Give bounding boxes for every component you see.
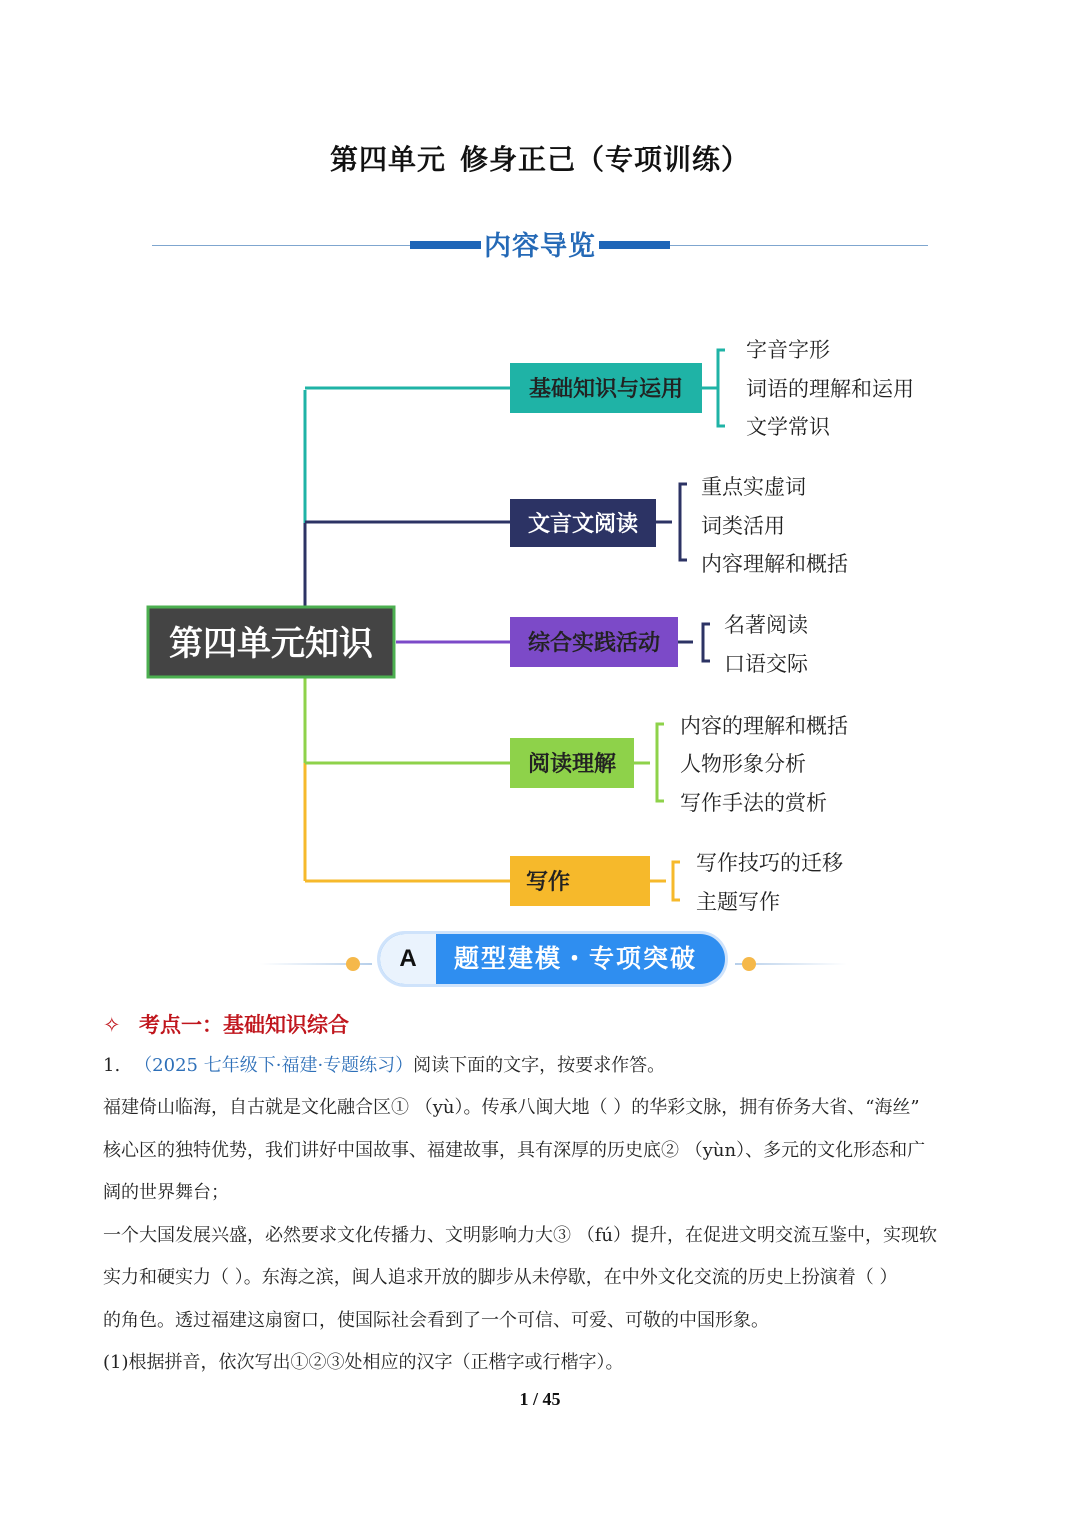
kaodian-label: 考点一：基础知识综合	[139, 1013, 349, 1037]
leaf-3-1: 名著阅读	[724, 613, 808, 637]
leaf-4-3: 写作手法的赏析	[680, 791, 827, 815]
leaf-4-1: 内容的理解和概括	[680, 714, 848, 738]
branch-label-1: 基础知识与运用	[528, 377, 684, 402]
root-node-label: 第四单元知识	[169, 624, 373, 664]
sparkle-icon: ✧	[103, 1013, 121, 1037]
passage-line-1: 福建倚山临海，自古就是文化融合区① （yù）。传承八闽大地（ ）的华彩文脉，拥有侨务大省、“海丝”	[103, 1097, 920, 1118]
question-prompt: 阅读下面的文字，按要求作答。	[413, 1055, 666, 1076]
sub-question-1: (1)根据拼音，依次写出①②③处相应的汉字（正楷字或行楷字）。	[103, 1352, 624, 1373]
guide-divider-left	[152, 245, 412, 246]
branch-label-2: 文言文阅读	[527, 512, 639, 537]
document-title	[0, 138, 1080, 178]
passage-line-4: 一个大国发展兴盛，必然要求文化传播力、文明影响力大③ （fú）提升，在促进文明交流互鉴中，实现软	[103, 1225, 937, 1246]
leaf-4-2: 人物形象分析	[680, 752, 806, 776]
leaf-bracket-3	[678, 624, 710, 661]
banner-letter: A	[380, 934, 436, 984]
passage-line-5: 实力和硬实力（ ）。东海之滨，闽人追求开放的脚步从未停歇，在中外文化交流的历史上扮演着（ ）	[103, 1267, 898, 1288]
guide-bar-left	[410, 241, 482, 249]
leaf-bracket-4	[634, 724, 664, 801]
leaf-5-1: 写作技巧的迁移	[696, 851, 843, 875]
leaf-1-2: 词语的理解和运用	[746, 377, 914, 401]
kaodian-heading	[103, 1009, 349, 1039]
title-unit: 第四单元	[329, 143, 446, 176]
branch-label-3: 综合实践活动	[527, 631, 661, 656]
leaf-5-2: 主题写作	[696, 890, 780, 914]
unit-mindmap	[120, 298, 960, 918]
branch-label-5: 写作	[525, 870, 571, 895]
banner-title: 题型建模・专项突破	[454, 944, 698, 973]
leaf-bracket-1	[702, 350, 725, 426]
question-source: （2025 七年级下·福建·专题练习）	[134, 1055, 414, 1076]
passage-line-6: 的角色。透过福建这扇窗口，使国际社会看到了一个可信、可爱、可敬的中国形象。	[103, 1310, 769, 1331]
leaf-1-1: 字音字形	[746, 338, 830, 362]
leaf-2-2: 词类活用	[701, 514, 785, 538]
leaf-2-3: 内容理解和概括	[701, 552, 848, 576]
branch-label-4: 阅读理解	[527, 752, 617, 777]
banner-dot-left	[346, 957, 360, 971]
leaf-2-1: 重点实虚词	[701, 475, 806, 499]
passage-line-3: 阔的世界舞台；	[103, 1182, 229, 1203]
title-topic: 修身正己（专项训练）	[460, 143, 751, 176]
banner-dot-right	[742, 957, 756, 971]
leaf-bracket-5	[650, 862, 680, 900]
guide-bar-right	[598, 241, 670, 249]
leaf-bracket-2	[656, 484, 687, 560]
section-banner	[380, 934, 725, 984]
passage-line-2: 核心区的独特优势，我们讲好中国故事、福建故事，具有深厚的历史底② （yùn）、多元的文化形态和广	[103, 1140, 926, 1161]
leaf-3-2: 口语交际	[724, 652, 808, 676]
guide-divider-right	[668, 245, 928, 246]
leaf-1-3: 文学常识	[746, 415, 830, 439]
question-number: 1.	[103, 1055, 121, 1076]
question-1-header	[103, 1054, 983, 1078]
page-number: 1 / 45	[519, 1389, 561, 1409]
guide-label: 内容导览	[481, 224, 599, 263]
